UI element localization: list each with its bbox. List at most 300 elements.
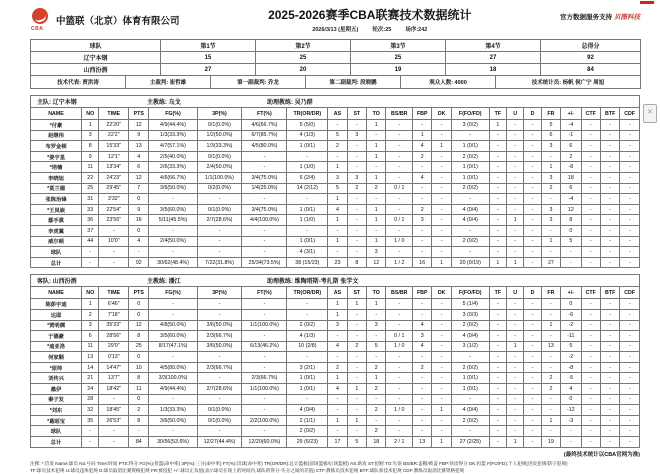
official-cell: 技术代表: 贾洪涛	[31, 76, 126, 89]
game-sequence: 场序:242	[405, 27, 428, 33]
score-column-header: 第4节	[446, 40, 541, 52]
table-cell: 4	[328, 341, 347, 352]
table-cell: -	[489, 130, 506, 141]
table-cell: 9	[129, 204, 149, 215]
table-cell: -	[413, 183, 432, 194]
table-cell: -	[197, 299, 242, 310]
table-cell: 22	[82, 172, 99, 183]
table-cell: 13'7"	[99, 373, 129, 384]
player-name-cell: *葛昭宝	[31, 415, 82, 426]
table-cell: -	[413, 247, 432, 258]
home-stats-table	[30, 107, 640, 268]
table-cell: -	[507, 426, 524, 437]
table-cell: 3'32"	[99, 194, 129, 205]
table-cell: 1	[541, 320, 560, 331]
score-column-header: 第3节	[351, 40, 446, 52]
table-cell: 8	[347, 257, 366, 268]
table-cell: -	[197, 426, 242, 437]
table-cell: 21	[82, 373, 99, 384]
table-cell: -5	[561, 373, 581, 384]
stat-column-header: NAME	[31, 108, 82, 120]
score-column-header: 第1节	[161, 40, 256, 52]
table-cell: -	[600, 373, 619, 384]
table-cell: 2/7(28.6%)	[197, 215, 242, 226]
table-cell: -	[541, 352, 560, 363]
table-cell: -	[386, 151, 413, 162]
table-cell: -	[524, 151, 541, 162]
table-cell: -	[620, 394, 640, 405]
table-cell: -	[620, 247, 640, 258]
table-cell: 5	[561, 236, 581, 247]
table-cell: 2 (0/2)	[451, 320, 489, 331]
table-row	[31, 215, 640, 226]
table-cell: -	[541, 247, 560, 258]
table-cell: 23	[328, 257, 347, 268]
table-cell: 4	[413, 320, 432, 331]
player-name-cell: *莫兰德	[31, 183, 82, 194]
table-cell: 4/9(44.4%)	[149, 384, 197, 395]
table-cell: -	[287, 394, 328, 405]
table-cell: 3 (0/2)	[451, 120, 489, 131]
table-cell: -	[367, 352, 386, 363]
official-cell: 观众人数: 4000	[401, 76, 496, 89]
table-cell: 2	[367, 362, 386, 373]
table-cell: -	[600, 352, 619, 363]
table-cell: -	[620, 215, 640, 226]
table-cell: -	[149, 352, 197, 363]
table-cell: 1	[328, 373, 347, 384]
table-cell: -	[489, 225, 506, 236]
table-cell: -	[489, 151, 506, 162]
stat-column-header: AS	[328, 287, 347, 299]
stat-column-header: FG(%)	[149, 108, 197, 120]
table-cell: -	[386, 299, 413, 310]
table-cell: 5	[347, 437, 366, 448]
table-cell: 1 / 0	[386, 341, 413, 352]
player-name-cell: 秦子发	[31, 394, 82, 405]
table-cell: -4	[561, 194, 581, 205]
table-cell: 6	[561, 183, 581, 194]
player-name-cell: *培楠	[31, 162, 82, 173]
table-cell: 14'47"	[99, 362, 129, 373]
table-row	[31, 64, 641, 76]
stat-header-row	[31, 287, 640, 299]
table-cell: -	[489, 236, 506, 247]
table-cell: -	[451, 130, 489, 141]
quarter-score-table	[30, 39, 641, 76]
table-cell: -	[386, 225, 413, 236]
table-cell: 0/1(0.0%)	[197, 204, 242, 215]
table-cell: 3	[82, 130, 99, 141]
table-cell: -	[347, 320, 366, 331]
table-cell: 84	[129, 437, 149, 448]
table-cell: 6/7(85.7%)	[242, 130, 287, 141]
table-cell: 1	[367, 204, 386, 215]
table-cell: -	[620, 309, 640, 320]
table-cell: -	[600, 341, 619, 352]
stat-column-header: CDF	[620, 287, 640, 299]
table-cell: -	[524, 362, 541, 373]
table-cell: 12	[129, 172, 149, 183]
table-cell: 29'45"	[99, 183, 129, 194]
table-cell: -	[432, 247, 451, 258]
table-cell: 29 (6/23)	[287, 437, 328, 448]
table-cell: -	[489, 204, 506, 215]
table-row	[31, 257, 640, 268]
game-meta	[268, 25, 471, 33]
table-cell: -	[489, 362, 506, 373]
table-cell: 23'56"	[99, 215, 129, 226]
table-cell: -	[600, 194, 619, 205]
table-cell: -	[432, 415, 451, 426]
table-cell: 32	[82, 405, 99, 416]
table-cell: 2	[561, 151, 581, 162]
table-cell: 1	[541, 236, 560, 247]
table-cell: -	[242, 405, 287, 416]
table-cell: 2	[328, 141, 347, 152]
stat-column-header: TO	[367, 108, 386, 120]
table-cell: -	[347, 373, 366, 384]
table-cell: -	[507, 247, 524, 258]
table-cell: 2/3(66.7%)	[197, 362, 242, 373]
table-cell: -	[620, 415, 640, 426]
table-cell: -	[197, 373, 242, 384]
table-cell: -	[149, 194, 197, 205]
table-cell: 4	[129, 151, 149, 162]
table-cell: -3	[561, 415, 581, 426]
table-cell: 1 (0/1)	[287, 236, 328, 247]
table-row	[31, 299, 640, 310]
table-row	[31, 225, 640, 236]
table-cell: 6	[129, 162, 149, 173]
table-cell: -	[413, 120, 432, 131]
table-cell: 3/3(100.0%)	[149, 373, 197, 384]
table-cell: -	[489, 373, 506, 384]
official-cell: 第一副裁判: 乔龙	[211, 76, 306, 89]
table-cell: -	[524, 225, 541, 236]
table-cell: -	[524, 120, 541, 131]
table-cell: -	[347, 309, 366, 320]
table-cell: -	[507, 415, 524, 426]
table-cell: -	[367, 415, 386, 426]
table-cell: -	[524, 384, 541, 395]
table-cell: 35'33"	[99, 320, 129, 331]
stat-column-header: DK	[432, 287, 451, 299]
away-stats-table	[30, 286, 640, 447]
table-cell: -	[489, 437, 506, 448]
table-cell: -	[581, 130, 600, 141]
table-cell: 3	[367, 247, 386, 258]
table-cell: -	[620, 373, 640, 384]
table-cell: -	[507, 194, 524, 205]
table-cell: -	[413, 352, 432, 363]
stat-column-header: TR(OR/DR)	[287, 287, 328, 299]
table-cell: -	[386, 162, 413, 173]
table-cell: 18'45"	[99, 405, 129, 416]
table-cell: -	[541, 309, 560, 320]
table-cell: -	[620, 299, 640, 310]
table-cell: -	[581, 194, 600, 205]
table-row	[31, 352, 640, 363]
table-row	[31, 151, 640, 162]
table-row	[31, 309, 640, 320]
table-cell: -	[581, 341, 600, 352]
player-name-cell: 布罗金顿	[31, 141, 82, 152]
player-name-cell: *刘东	[31, 405, 82, 416]
table-cell: 1	[507, 257, 524, 268]
away-team-label: 客队: 山西汾酒	[37, 279, 77, 286]
table-cell: -	[581, 320, 600, 331]
table-cell: -	[507, 225, 524, 236]
table-cell: 17	[328, 437, 347, 448]
table-cell: -	[507, 331, 524, 342]
table-row	[31, 426, 640, 437]
table-cell: -	[600, 320, 619, 331]
table-cell: 0/1(0.0%)	[197, 415, 242, 426]
table-cell: 0 / 1	[386, 183, 413, 194]
table-cell: 4/7(57.1%)	[149, 141, 197, 152]
table-cell: -	[99, 257, 129, 268]
table-cell: 1	[367, 215, 386, 226]
table-cell: -	[413, 415, 432, 426]
table-cell: -	[489, 341, 506, 352]
table-cell: 1/4(25.0%)	[242, 183, 287, 194]
table-cell: -	[242, 394, 287, 405]
table-cell: 19	[351, 64, 446, 76]
table-cell: 22'2"	[99, 130, 129, 141]
table-cell: -	[620, 384, 640, 395]
table-cell: -	[507, 394, 524, 405]
table-cell: -	[620, 320, 640, 331]
table-cell: -	[242, 247, 287, 258]
table-cell: -	[524, 373, 541, 384]
table-cell: 26'53"	[99, 415, 129, 426]
table-cell: 4	[561, 384, 581, 395]
stat-column-header: F(FO/FD)	[451, 108, 489, 120]
table-cell: -	[600, 437, 619, 448]
stat-column-header: FBP	[413, 108, 432, 120]
table-cell: 0 / 1	[386, 215, 413, 226]
player-name-cell: *王岚嵚	[31, 204, 82, 215]
table-row	[31, 341, 640, 352]
table-cell: 1	[367, 373, 386, 384]
table-cell: 1 (0/1)	[287, 373, 328, 384]
table-cell: -	[413, 394, 432, 405]
table-cell: -	[413, 225, 432, 236]
table-cell: -	[347, 394, 366, 405]
table-cell: 1 (1/0)	[287, 215, 328, 226]
table-cell: -	[386, 309, 413, 320]
table-cell: 0/1(0.0%)	[197, 405, 242, 416]
table-cell: -	[507, 299, 524, 310]
table-cell: 6	[541, 130, 560, 141]
table-cell: -	[620, 162, 640, 173]
table-cell: -	[413, 373, 432, 384]
away-stats-body	[31, 299, 640, 447]
table-cell: -	[507, 204, 524, 215]
table-cell: 1	[489, 120, 506, 131]
player-name-cell: 刘传兴	[31, 373, 82, 384]
table-cell: -	[541, 405, 560, 416]
table-cell: 2/4(50.0%)	[149, 236, 197, 247]
table-cell: -	[489, 394, 506, 405]
table-cell: -	[242, 162, 287, 173]
table-cell: -	[524, 141, 541, 152]
stat-column-header: F(FO/FD)	[451, 287, 489, 299]
official-cell: 技术统计员: 杨帆 侯广宁 周旭	[496, 76, 641, 89]
table-cell: -	[149, 299, 197, 310]
stat-column-header: PTS	[129, 108, 149, 120]
table-cell: -	[432, 352, 451, 363]
stat-column-header: DK	[432, 108, 451, 120]
table-row	[31, 183, 640, 194]
table-cell: 1	[541, 415, 560, 426]
table-cell: -	[386, 394, 413, 405]
table-cell: -	[386, 373, 413, 384]
table-cell: -1	[561, 130, 581, 141]
sponsor-name: 贝图科技	[614, 14, 640, 21]
stat-column-header: NAME	[31, 287, 82, 299]
table-cell: 12'1"	[99, 151, 129, 162]
table-cell: -	[541, 194, 560, 205]
table-cell: -	[328, 426, 347, 437]
table-cell: -	[581, 162, 600, 173]
table-cell: -	[524, 194, 541, 205]
table-cell: -	[507, 362, 524, 373]
table-cell: 1/3(33.3%)	[197, 141, 242, 152]
table-cell: 2/2(100.0%)	[242, 415, 287, 426]
player-name-cell: 球队	[31, 426, 82, 437]
table-cell: -	[413, 426, 432, 437]
table-cell: 4	[413, 341, 432, 352]
table-cell: -	[197, 247, 242, 258]
table-cell: -	[432, 394, 451, 405]
table-cell: -	[328, 151, 347, 162]
player-name-cell: 山西汾酒	[31, 64, 161, 76]
table-cell: -	[620, 257, 640, 268]
table-cell: 1	[507, 341, 524, 352]
table-cell: -	[524, 331, 541, 342]
stat-column-header: FG(%)	[149, 287, 197, 299]
table-cell: -	[197, 194, 242, 205]
stat-column-header: CTF	[581, 287, 600, 299]
player-name-cell: 李虎翼	[31, 225, 82, 236]
table-cell: 1	[328, 299, 347, 310]
table-cell: 12	[129, 320, 149, 331]
stat-column-header: BS/BR	[386, 108, 413, 120]
table-cell: 5	[328, 130, 347, 141]
table-cell: 0	[561, 394, 581, 405]
table-cell: 5 (5/0)	[287, 120, 328, 131]
table-cell: -	[451, 426, 489, 437]
table-cell: -	[432, 320, 451, 331]
table-cell: 1	[367, 151, 386, 162]
page-header	[30, 4, 640, 36]
table-cell: -	[524, 405, 541, 416]
red-corner-mark	[640, 1, 654, 4]
table-cell: 1 (0/1)	[451, 162, 489, 173]
table-cell: 2/3(66.7%)	[197, 331, 242, 342]
table-row	[31, 373, 640, 384]
player-name-cell: *贾明儒	[31, 320, 82, 331]
table-cell: -	[347, 236, 366, 247]
table-cell: -	[432, 120, 451, 131]
table-cell: -	[581, 352, 600, 363]
table-cell: 8/17(47.1%)	[149, 341, 197, 352]
table-row	[31, 437, 640, 448]
table-cell: 1 (0/1)	[287, 141, 328, 152]
support-label: 官方数据服务支持	[560, 14, 612, 21]
score-column-header: 总得分	[541, 40, 641, 52]
table-cell: 38 (15/23)	[287, 257, 328, 268]
table-cell: -	[524, 183, 541, 194]
table-cell: 1 (0/1)	[287, 384, 328, 395]
table-cell: 4 (0/4)	[451, 405, 489, 416]
table-cell: 25	[82, 183, 99, 194]
player-name-cell: 李晓旭	[31, 172, 82, 183]
table-cell: 8	[561, 215, 581, 226]
table-cell: 14	[82, 362, 99, 373]
table-cell: -	[386, 362, 413, 373]
stat-header-row	[31, 108, 640, 120]
sponsor-block	[560, 12, 640, 21]
table-cell: 5	[367, 341, 386, 352]
table-cell: -	[524, 341, 541, 352]
table-cell: -	[386, 194, 413, 205]
table-cell: -	[413, 309, 432, 320]
table-cell: -	[600, 204, 619, 215]
table-cell: -	[581, 236, 600, 247]
table-cell: -	[432, 225, 451, 236]
stat-column-header: +/-	[561, 108, 581, 120]
table-cell: -	[600, 405, 619, 416]
table-cell: 2	[82, 309, 99, 320]
table-cell: 4/9(44.4%)	[149, 120, 197, 131]
table-cell: 1 (0/1)	[287, 204, 328, 215]
table-cell: 3/4(75.0%)	[242, 204, 287, 215]
table-cell: -	[489, 320, 506, 331]
table-cell: -	[507, 141, 524, 152]
table-cell: 1	[347, 299, 366, 310]
table-cell: -	[581, 415, 600, 426]
table-cell: 24'23"	[99, 172, 129, 183]
table-cell: -	[347, 426, 366, 437]
table-row	[31, 362, 640, 373]
table-cell: 0	[129, 394, 149, 405]
table-cell: -	[541, 299, 560, 310]
home-team-label: 主队: 辽宁本钢	[37, 100, 77, 106]
table-cell: -	[82, 257, 99, 268]
table-cell: 5	[561, 341, 581, 352]
table-cell: 3/5(60.0%)	[149, 204, 197, 215]
table-cell: -	[524, 247, 541, 258]
table-cell: 1	[367, 236, 386, 247]
table-cell: -	[432, 130, 451, 141]
table-cell: -	[413, 299, 432, 310]
table-cell: -	[507, 151, 524, 162]
table-cell: 1	[82, 120, 99, 131]
table-row	[31, 194, 640, 205]
table-cell: -	[347, 215, 366, 226]
table-cell: -	[489, 384, 506, 395]
table-row	[31, 415, 640, 426]
table-cell: 5	[541, 120, 560, 131]
table-cell: 4/5(80.0%)	[242, 141, 287, 152]
table-cell: 3/6(50.0%)	[197, 341, 242, 352]
table-cell: 1	[541, 162, 560, 173]
table-cell: -	[367, 194, 386, 205]
table-cell: -	[581, 331, 600, 342]
